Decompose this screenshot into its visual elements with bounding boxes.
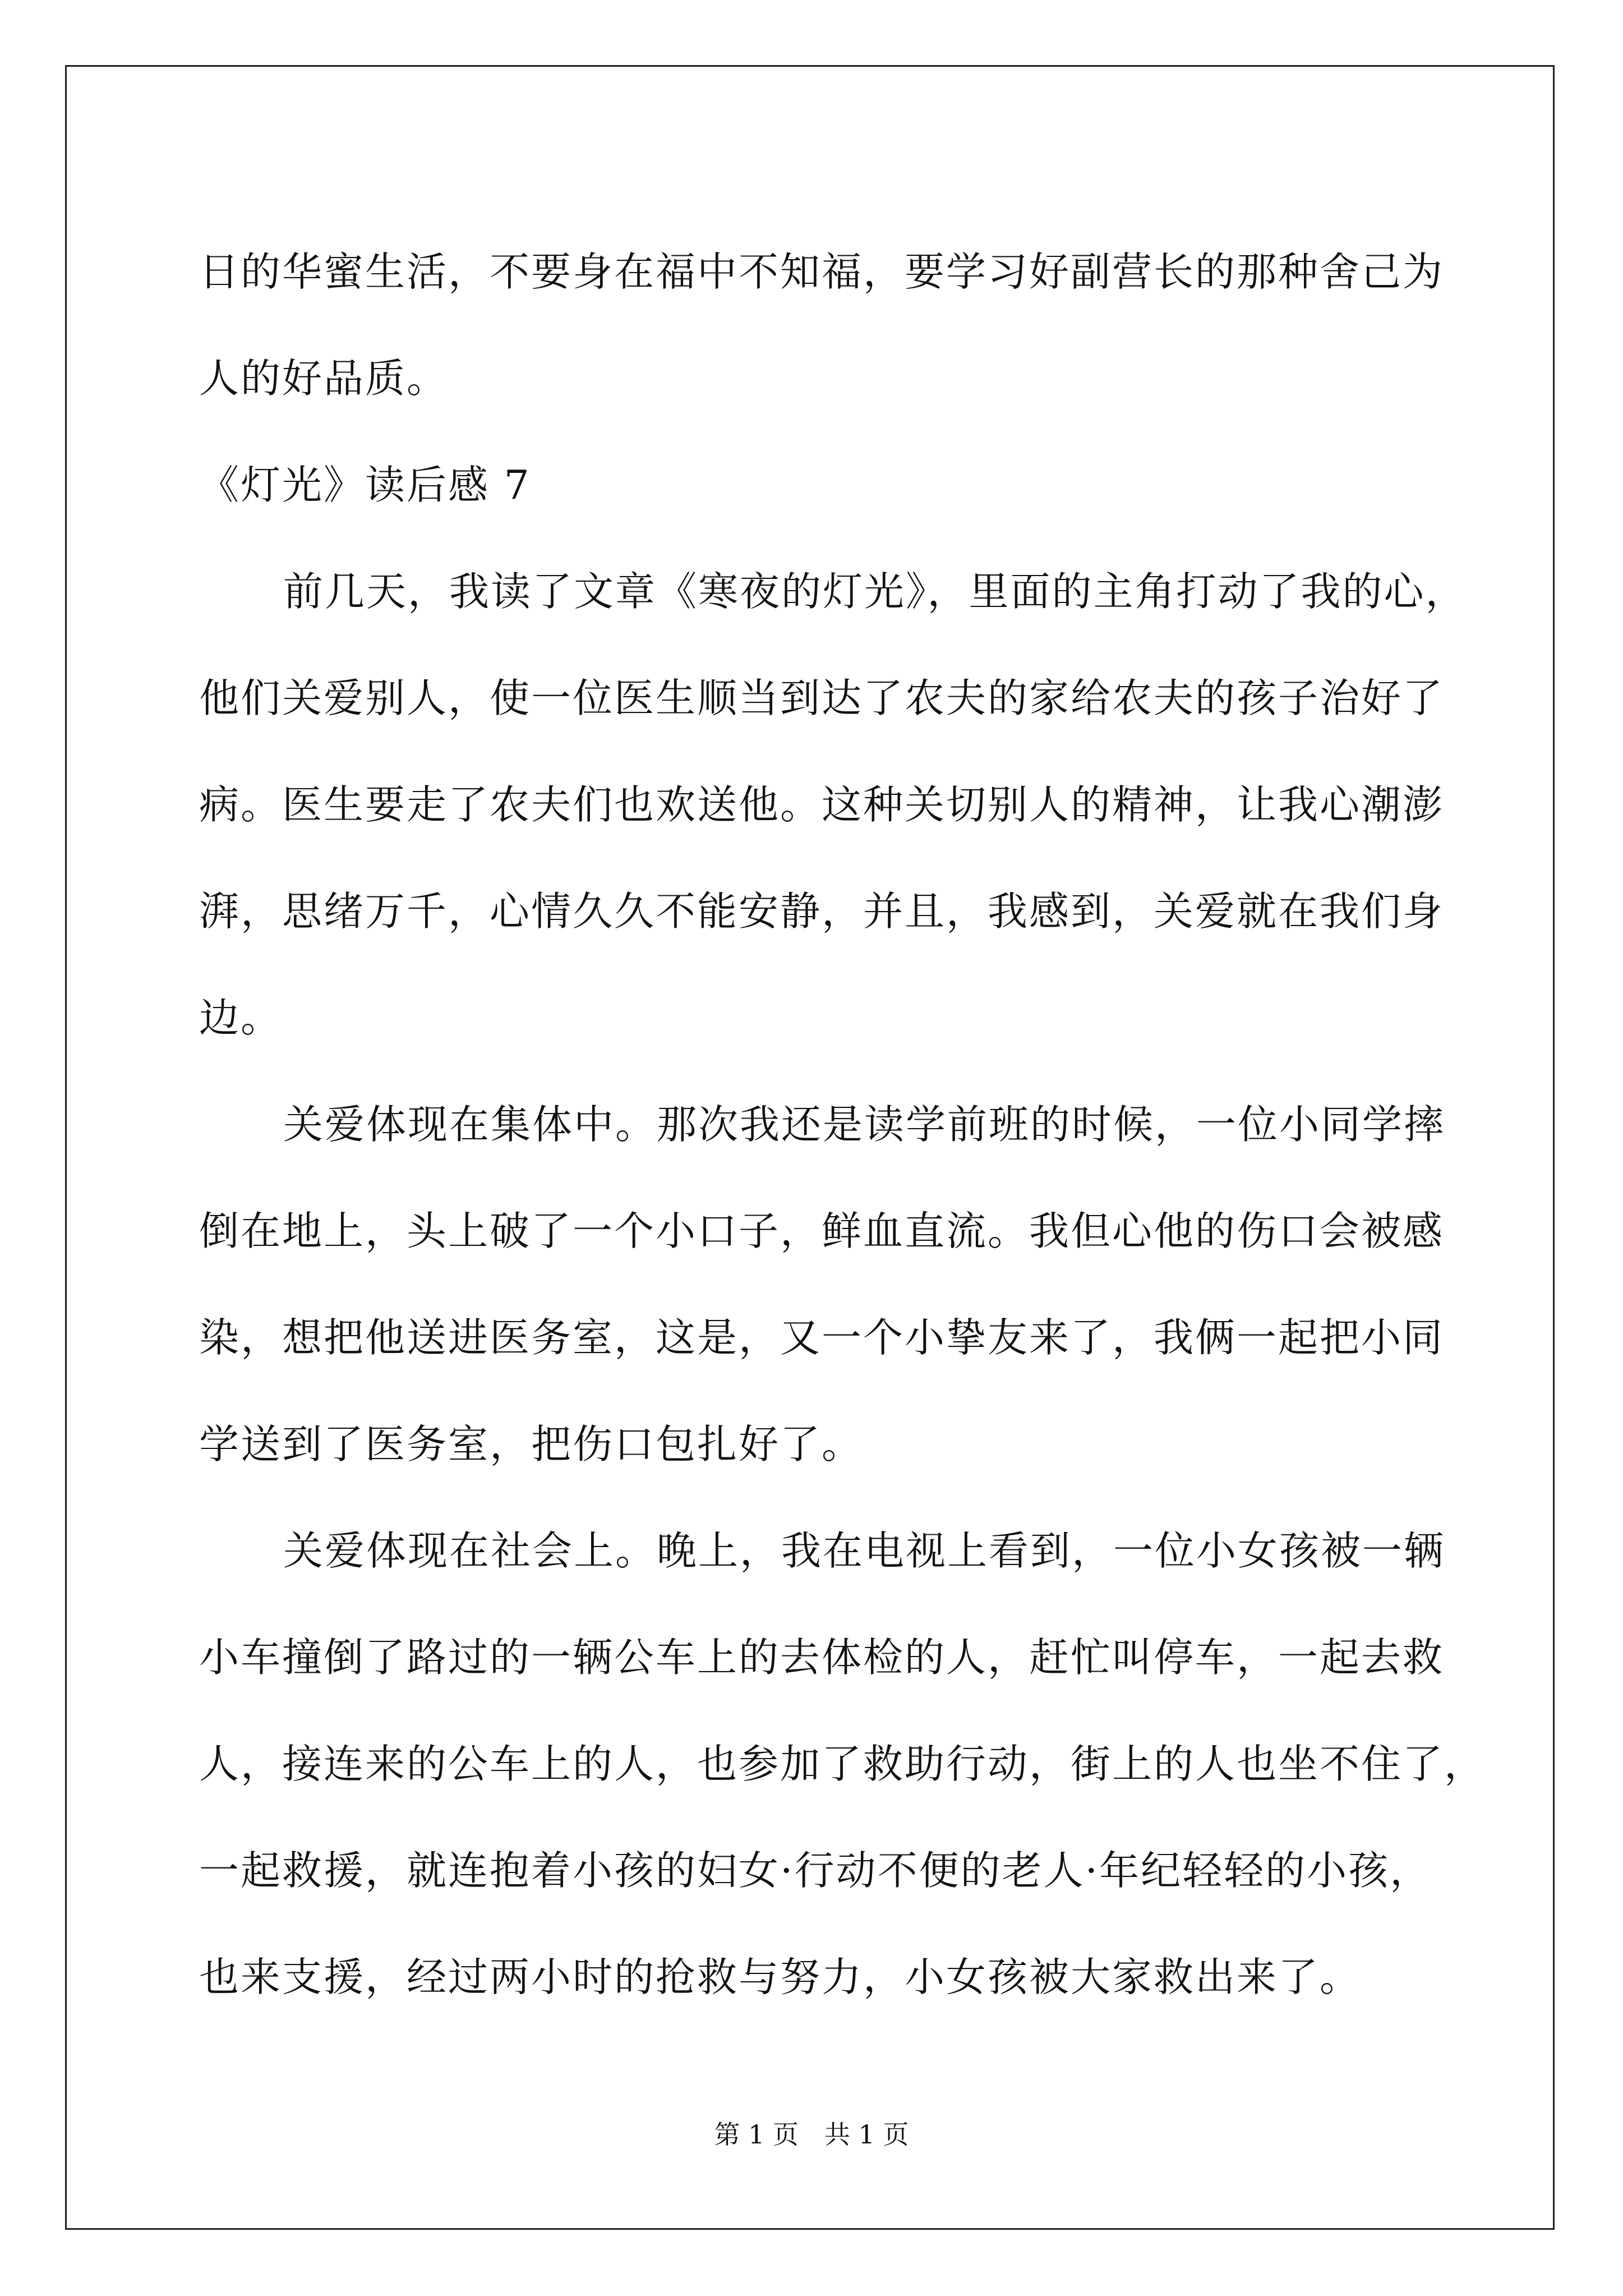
text-line: 学送到了医务室，把伤口包扎好了。: [199, 1421, 864, 1467]
text-line: 小车撞倒了路过的一辆公车上的去体检的人，赶忙叫停车，一起去救: [199, 1634, 1445, 1681]
document-body: [199, 219, 1486, 2031]
paragraph-start-line: 关爱体现在集体中。那次我还是读学前班的时候，一位小同学摔: [283, 1101, 1446, 1148]
text-line: 湃，思绪万千，心情久久不能安静，并且，我感到，关爱就在我们身: [199, 888, 1445, 935]
paragraph-start-line: 关爱体现在社会上。晚上，我在电视上看到，一位小女孩被一辆: [283, 1527, 1446, 1574]
text-line: 人的好品质。: [199, 355, 449, 402]
text-line: 倒在地上，头上破了一个小口子，鲜血直流。我但心他的伤口会被感: [199, 1208, 1445, 1254]
text-line: 染，想把他送进医务室，这是，又一个小挚友来了，我俩一起把小同: [199, 1314, 1445, 1361]
text-line: 边。: [199, 995, 283, 1041]
text-line: 也来支援，经过两小时的抢救与努力，小女孩被大家救出来了。: [199, 1954, 1362, 2000]
text-line: 他们关爱别人，使一位医生顺当到达了农夫的家给农夫的孩子治好了: [199, 675, 1445, 721]
paragraph-start-line: 前几天，我读了文章《寒夜的灯光》，里面的主角打动了我的心，: [283, 568, 1467, 615]
section-heading: 《灯光》读后感 7: [199, 462, 531, 508]
text-line: 一起救援，就连抱着小孩的妇女·行动不便的老人·年纪轻轻的小孩，: [199, 1847, 1432, 1894]
text-line: 人，接连来的公车上的人，也参加了救助行动，街上的人也坐不住了，: [199, 1741, 1486, 1787]
text-line: 日的华蜜生活，不要身在福中不知福，要学习好副营长的那种舍己为: [199, 249, 1445, 295]
page-number-footer: 第 1 页 共 1 页: [714, 2119, 909, 2150]
text-line: 病。医生要走了农夫们也欢送他。这种关切别人的精神，让我心潮澎: [199, 781, 1445, 828]
